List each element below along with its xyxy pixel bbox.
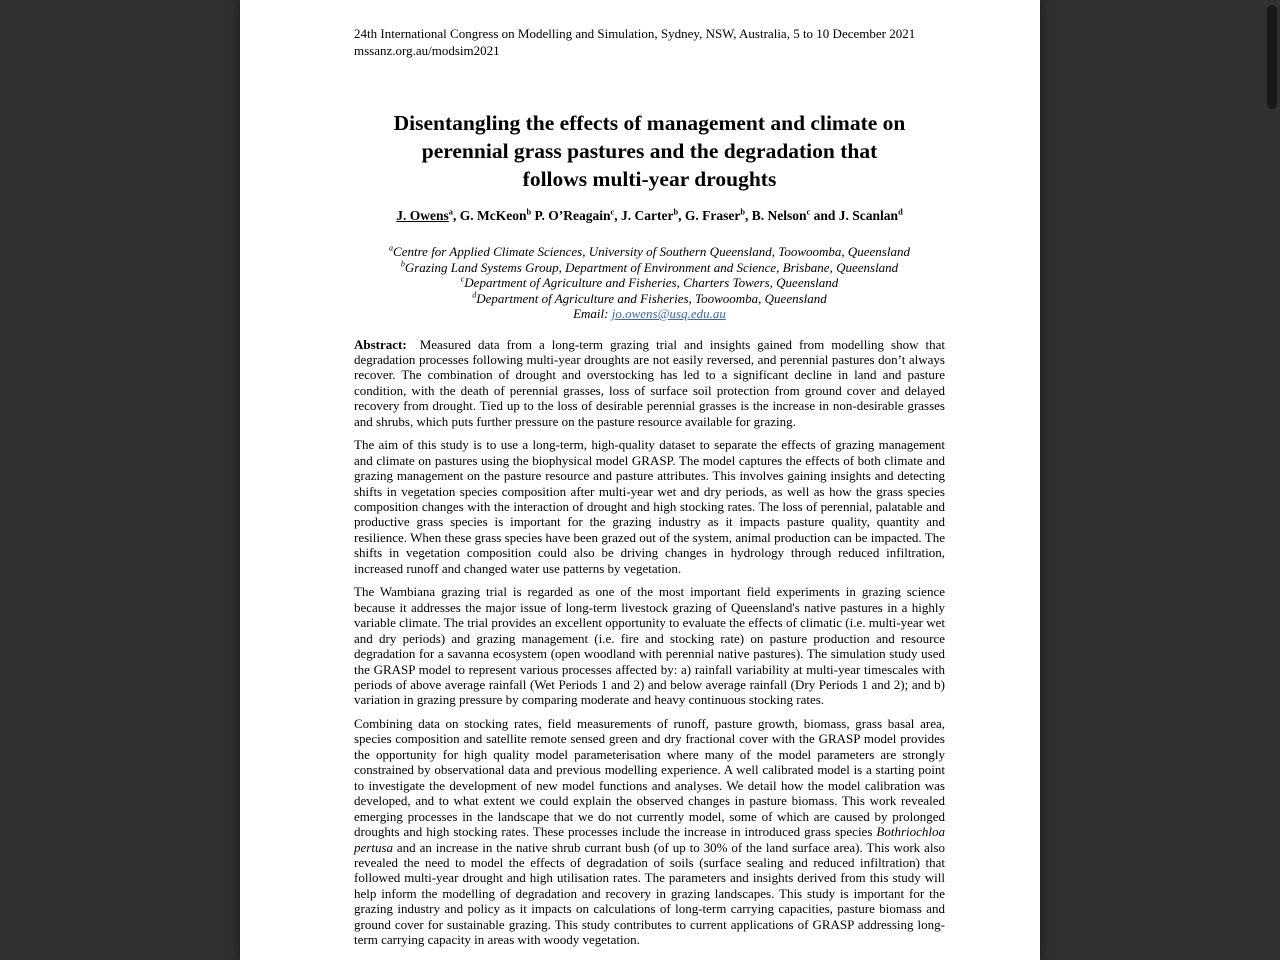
author-affiliation-mark: c (610, 207, 615, 217)
paper-title (354, 109, 945, 193)
affiliation-text: Centre for Applied Climate Sciences, University of Southern Queensland, Toowoomba, Queensland (393, 244, 910, 259)
email-line (354, 306, 945, 322)
affiliation-mark: b (400, 259, 405, 269)
author (396, 208, 459, 223)
author-affiliation-mark: a (448, 207, 453, 217)
author-separator: , (614, 208, 621, 223)
author (535, 208, 621, 223)
author-affiliation-mark: c (806, 207, 811, 217)
affiliation-text: Department of Agriculture and Fisheries, Toowoomba, Queensland (476, 290, 827, 306)
author-separator: , (452, 208, 460, 223)
author (839, 208, 903, 223)
email-link[interactable]: jo.owens@usq.edu.au (611, 306, 726, 321)
author-affiliation-mark: b (673, 207, 679, 217)
affiliation-line (354, 244, 945, 260)
authors-line (354, 207, 945, 225)
author-separator: , (745, 208, 752, 223)
abstract-paragraph-1-text: Measured data from a long-term grazing trial and insights gained from modelling show that degradation processes following multi-year droughts are not easily reversed, and perennial pastures don’t always recover. The combination of drought and overstocking has led to a significant decline in land and pasture condition, with the death of perennial grasses, loss of surface soil protection from ground cover and delayed recovery from drought. Tied up to the loss of desirable perennial grasses is the increase in non-desirable grasses and shrubs, which puts further pressure on the pasture resource available for grazing. (354, 336, 945, 429)
conference-header-line1: 24th International Congress on Modelling and Simulation, Sydney, NSW, Australia, 5 to 10 December 2021 (354, 26, 916, 41)
abstract-paragraph-4-text-b: and an increase in the native shrub currant bush (of up to 30% of the land surface area). This work also revealed the need to model the effects of degradation of soils (surface sealing and reduced infiltration) that followed multi-year drought and high utilisation rates. The parameters and insights derived from this study will help inform the modelling of degradation and recovery in grazing landscapes. This study is important for the grazing industry and policy as it impacts on calculations of long-term carrying capacities, pasture biomass and ground cover for sustainable grazing. This study contributes to current applications of GRASP addressing long-term carrying capacity in areas with woody vegetation. (354, 839, 945, 948)
paper-title-line3: follows multi-year droughts (522, 167, 777, 191)
author-separator: and (810, 208, 839, 223)
author-name: B. Nelson (751, 208, 807, 223)
author-affiliation-mark: d (898, 207, 903, 217)
species-name-italic: Bothriochloa pertusa (354, 824, 945, 855)
affiliation-line (354, 291, 945, 307)
affiliation-line (354, 260, 945, 276)
conference-header-line2: mssanz.org.au/modsim2021 (354, 43, 500, 58)
abstract-paragraph-3: The Wambiana grazing trial is regarded as one of the most important field experiments in grazing science because it addresses the major issue of long-term livestock grazing of Queensland's native pastures in a highly variable climate. The trial provides an excellent opportunity to evaluate the effects of climatic (i.e. multi-year wet and dry periods) and grazing management (i.e. fire and stocking rate) on pasture production and resource degradation for a savanna ecosystem (open woodland with perennial native pastures). The simulation study used the GRASP model to represent various processes affected by: a) rainfall variability at multi-year timescales with periods of above average rainfall (Wet Periods 1 and 2) and below average rainfall (Dry Periods 1 and 2); and b) variation in grazing pressure by comparing moderate and heavy continuous stocking rates. (354, 584, 945, 708)
affiliation-text: Department of Agriculture and Fisheries, Charters Towers, Queensland (464, 275, 839, 290)
abstract-label: Abstract: (354, 336, 407, 352)
conference-header (354, 25, 945, 59)
author-name: G. McKeon (459, 208, 527, 223)
affiliation-mark: a (389, 243, 394, 253)
affiliation-mark: c (460, 274, 465, 284)
abstract-body (354, 337, 945, 948)
paper-page (240, 0, 1040, 960)
author-name: G. Fraser (684, 208, 741, 223)
author-name: J. Scanlan (838, 208, 899, 223)
paper-title-line2: perennial grass pastures and the degradation that (421, 139, 878, 163)
abstract-paragraph-4 (354, 716, 945, 948)
author-separator: , (678, 208, 685, 223)
author (460, 208, 535, 223)
scrollbar-thumb[interactable] (1267, 5, 1277, 109)
author-affiliation-mark: b (740, 207, 746, 217)
author-name: J. Owens (396, 208, 449, 223)
author (685, 208, 752, 223)
abstract-paragraph-2: The aim of this study is to use a long-term, high-quality dataset to separate the effects of grazing management and climate on pastures using the biophysical model GRASP. The model captures the effects of both climate and grazing management on the pasture resource and pasture attributes. This involves gaining insights and detecting shifts in vegetation species composition after multi-year wet and dry periods, as well as how the grass species composition changes with the interaction of drought and high stocking rates. The loss of perennial, palatable and productive grass species is important for the grazing industry as it impacts pasture quality, quantity and resilience. When these grass species have been grazed out of the system, animal production can be impacted. The shifts in vegetation composition could also be driving changes in hydrology through reduced infiltration, increased runoff and changed water use patterns by vegetation. (354, 437, 945, 576)
author (621, 208, 685, 223)
affiliation-mark: d (472, 290, 477, 300)
email-label: Email: (573, 306, 612, 321)
abstract-paragraph-4-text-a: Combining data on stocking rates, field measurements of runoff, pasture growth, biomass, grass basal area, species composition and satellite remote sensed green and dry fractional cover with the GRASP model provides the opportunity for high quality model parameterisation where many of the model parameters are strongly constrained by observational data and previous modelling experience. A well calibrated model is a starting point to investigate the development of new model functions and analyses. We detail how the model calibration was developed, and to what extent we could explain the observed changes in pasture biomass. This work revealed emerging processes in the landscape that we do not currently model, some of which are caused by prolonged droughts and high stocking rates. These processes include the increase in introduced grass species (354, 715, 945, 840)
affiliation-line (354, 275, 945, 291)
affiliation-text: Grazing Land Systems Group, Department of Environment and Science, Brisbane, Queensland (404, 259, 899, 275)
author-name: P. O’Reagain (534, 208, 611, 223)
author-affiliation-mark: b (526, 207, 532, 217)
abstract-paragraph-1 (354, 337, 945, 430)
author (752, 208, 839, 223)
author-name: J. Carter (620, 208, 674, 223)
paper-title-line1: Disentangling the effects of management and climate on (393, 111, 906, 135)
affiliations-block (354, 244, 945, 322)
